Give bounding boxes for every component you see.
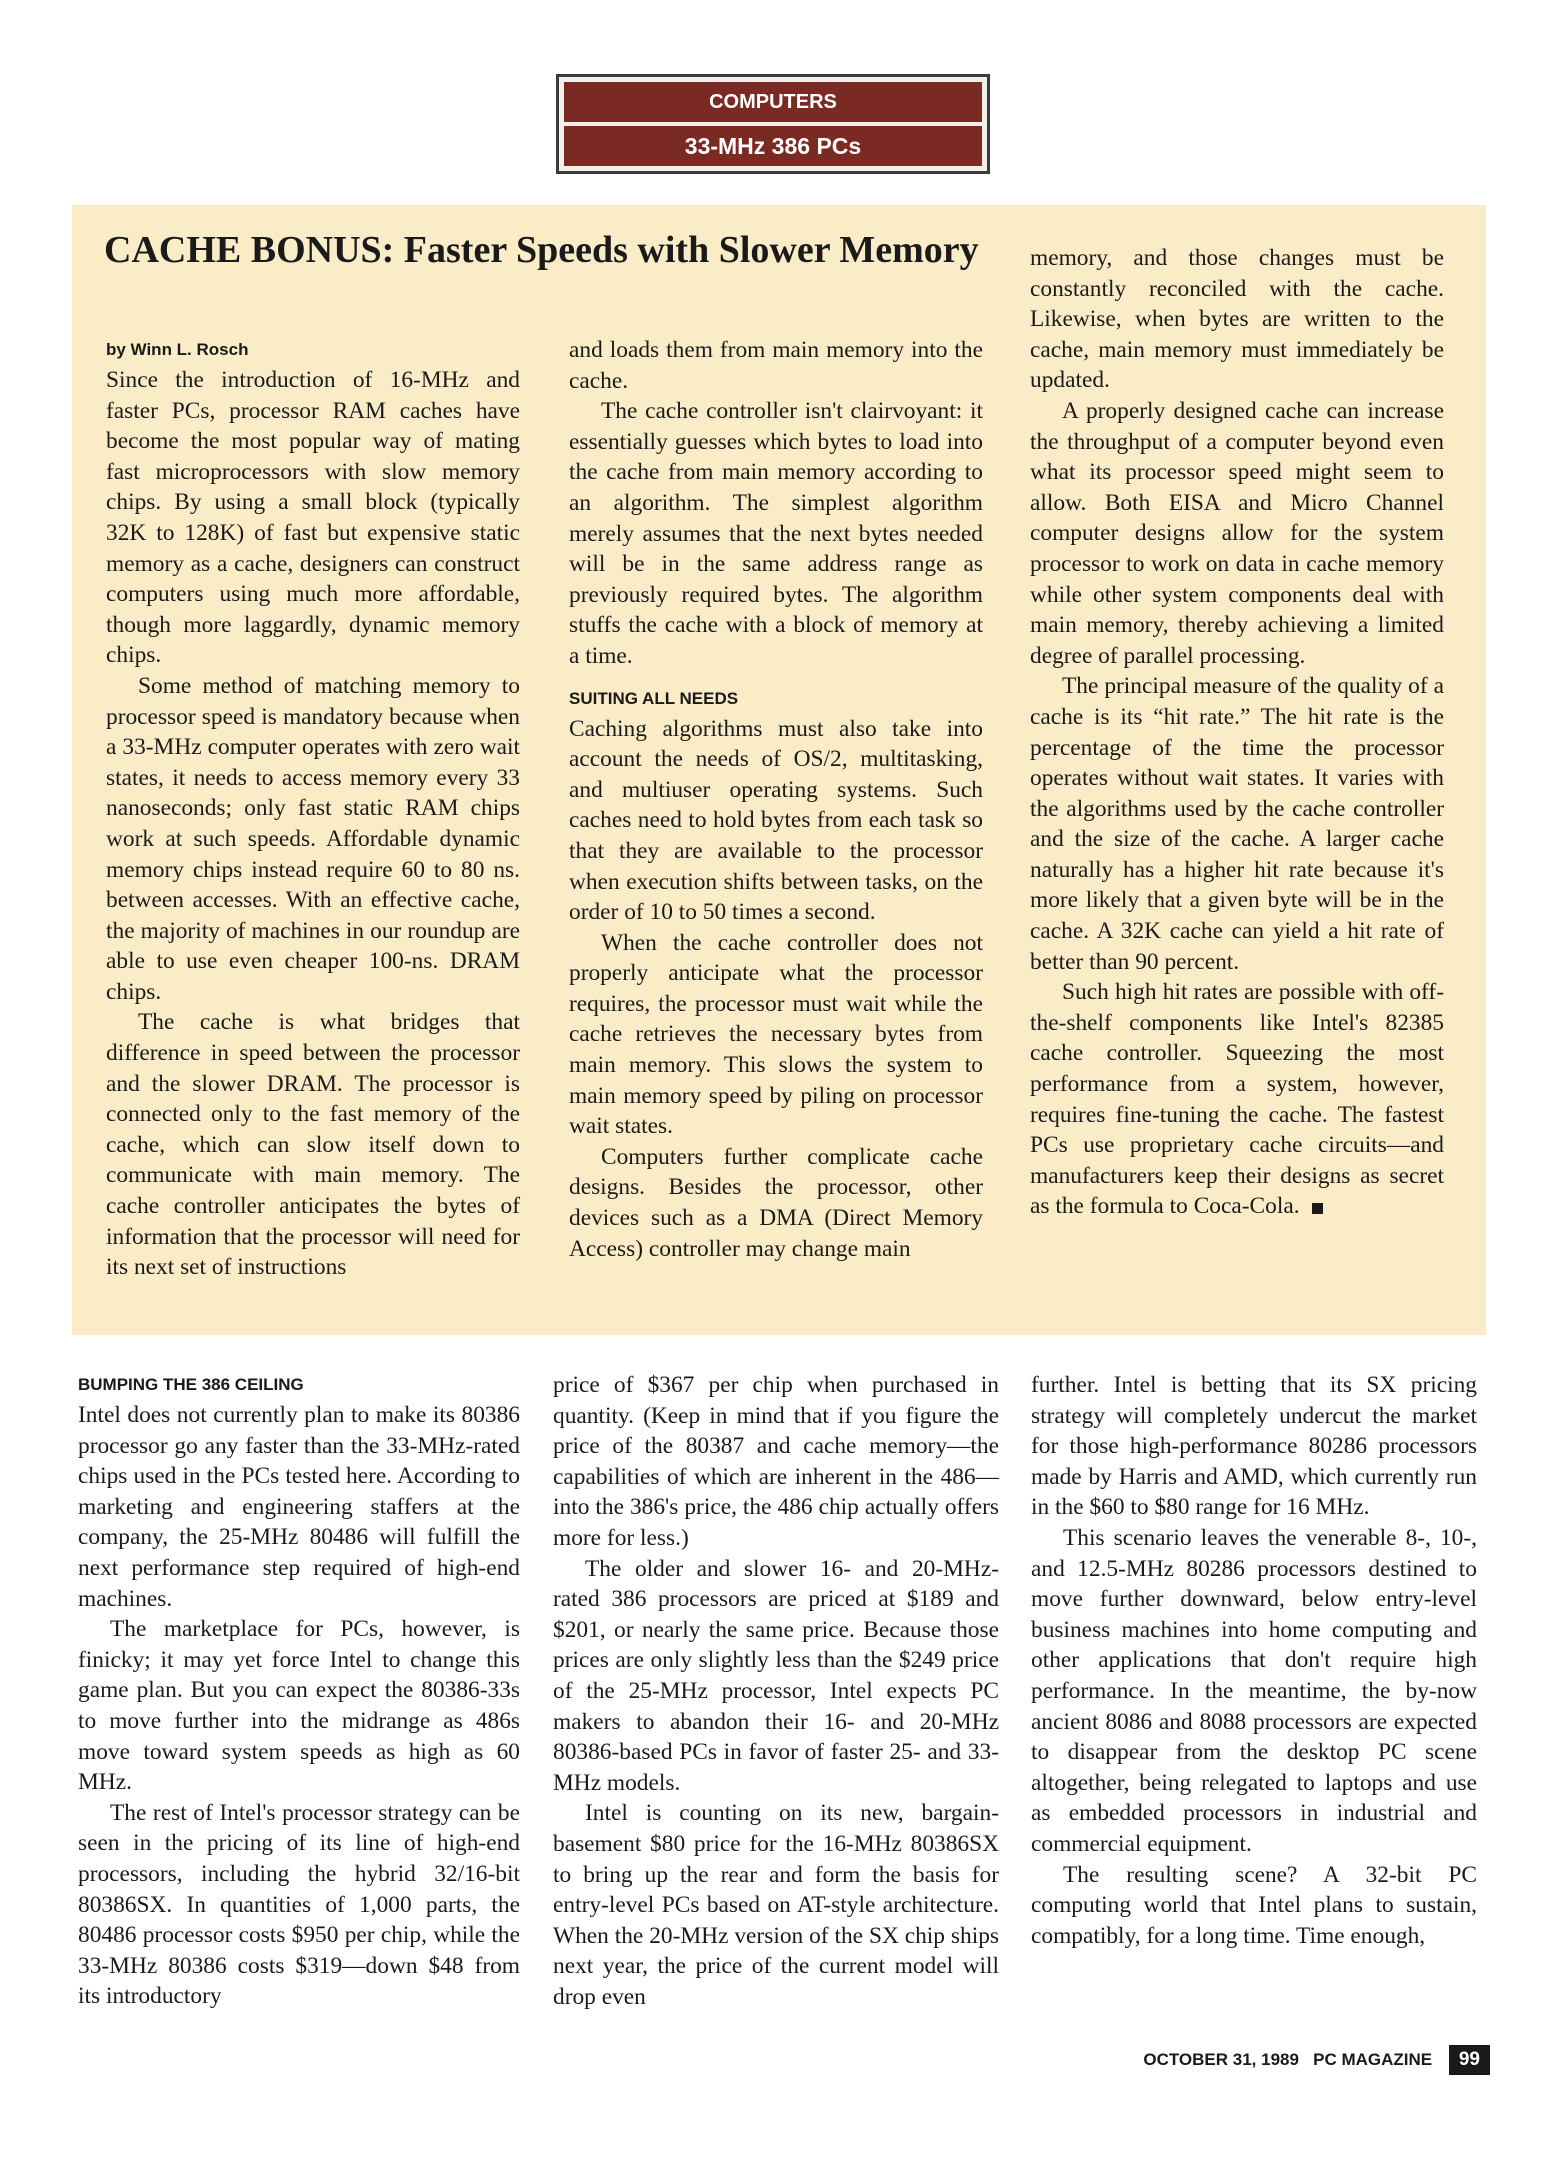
section-category: COMPUTERS (564, 82, 982, 122)
paragraph: The rest of Intel's processor strategy can be seen in the pricing of its line of high-end processors, including the hybrid 32/16-bit 80386SX. In quantities of 1,000 parts, the 80486 processor costs $950 per chip, while the 33-MHz 80386 costs $319—down $48 from its introductory (78, 1799, 520, 2010)
end-mark-icon (1312, 1203, 1323, 1214)
page-footer (1100, 2045, 1490, 2075)
sidebar-column-1 (106, 335, 520, 1283)
paragraph: and loads them from main memory into the cache. (569, 337, 983, 394)
paragraph: further. Intel is betting that its SX pricing strategy will completely undercut the market for those high-performance 80286 processors made by Harris and AMD, which currently run in the $60 to $80 range for 16 MHz. (1031, 1372, 1477, 1521)
paragraph-text: Such high hit rates are possible with off-the-shelf components like Intel's 82385 cache controller. Squeezing the most performance from a system, however, requires fine-tuning the cache. The fastest PCs use proprietary cache circuits—and manufacturers keep their designs as secret as the formula to Coca-Cola. (1030, 979, 1444, 1220)
footer-date: OCTOBER 31, 1989 (1143, 2050, 1299, 2069)
paragraph: This scenario leaves the venerable 8-, 10-, and 12.5-MHz 80286 processors destined to move further downward, below entry-level business machines into home computing and other applications that don't require high performance. In the meantime, the by-now ancient 8086 and 8088 processors are expected to disappear from the desktop PC scene altogether, being relegated to laptops and use as embedded processors in industrial and commercial equipment. (1031, 1524, 1477, 1857)
footer-magazine: PC MAGAZINE (1313, 2050, 1433, 2069)
paragraph: The resulting scene? A 32-bit PC computing world that Intel plans to sustain, compatibly, for a long time. Time enough, (1031, 1861, 1477, 1949)
paragraph: The principal measure of the quality of a cache is its “hit rate.” The hit rate is the percentage of the time the processor operates without wait states. It varies with the algorithms used by the cache controller and the size of the cache. A larger cache naturally has a higher hit rate because it's more likely that a given byte will be in the cache. A 32K cache can yield a hit rate of better than 90 percent. (1030, 673, 1444, 975)
paragraph: The cache is what bridges that difference in speed between the processor and the slower DRAM. The processor is connected only to the fast memory of the cache, which can slow itself down to communicate with main memory. The cache controller anticipates the bytes of information that the processor will need for its next set of instructions (106, 1009, 520, 1281)
section-label-box (556, 74, 990, 174)
paragraph: When the cache controller does not properly anticipate what the processor requires, the processor must wait while the cache retrieves the necessary bytes from main memory. This slows the system to main memory speed by piling on processor wait states. (569, 929, 983, 1140)
sidebar-column-2 (569, 335, 983, 1264)
paragraph: Since the introduction of 16-MHz and faster PCs, processor RAM caches have become the most popular way of mating fast microprocessors with slow memory chips. By using a small block (typically 32K to 128K) of fast but expensive static memory as a cache, designers can construct computers using much more affordable, though more laggardly, dynamic memory chips. (106, 367, 520, 669)
sidebar-column-3 (1030, 243, 1444, 1222)
section-topic: 33-MHz 386 PCs (564, 126, 982, 166)
paragraph: Caching algorithms must also take into account the needs of OS/2, multitasking, and multiuser operating systems. Such caches need to hold bytes from each task so that they are available to the processor when execution shifts between tasks, on the order of 10 to 50 times a second. (569, 715, 983, 926)
paragraph: Some method of matching memory to processor speed is mandatory because when a 33-MHz computer operates with zero wait states, it needs to access memory every 33 nanoseconds; only fast static RAM chips work at such speeds. Affordable dynamic memory chips instead require 60 to 80 ns. between accesses. With an effective cache, the majority of machines in our roundup are able to use even cheaper 100-ns. DRAM chips. (106, 672, 520, 1005)
byline: by Winn L. Rosch (106, 340, 249, 359)
paragraph: Intel does not currently plan to make its 80386 processor go any faster than the 33-MHz-rated chips used in the PCs tested here. According to marketing and engineering staffers at the company, the 25-MHz 80486 will fulfill the next performance step required of high-end machines. (78, 1402, 520, 1612)
subhead-suiting-all-needs: SUITING ALL NEEDS (569, 688, 739, 708)
sidebar-title: CACHE BONUS: Faster Speeds with Slower Memory (104, 229, 979, 271)
paragraph-final (1030, 977, 1444, 1222)
paragraph: The cache controller isn't clairvoyant: it essentially guesses which bytes to load into the cache from main memory according to an algorithm. The simplest algorithm merely assumes that the next bytes needed will be in the same address range as previously required bytes. The algorithm stuffs the cache with a block of memory at a time. (569, 398, 983, 669)
paragraph: memory, and those changes must be constantly reconciled with the cache. Likewise, when bytes are written to the cache, main memory must immediately be updated. (1030, 245, 1444, 394)
main-column-3 (1031, 1370, 1477, 1951)
subhead-bumping-the-386-ceiling: BUMPING THE 386 CEILING (78, 1375, 304, 1394)
paragraph: The marketplace for PCs, however, is finicky; it may yet force Intel to change this game plan. But you can expect the 80386-33s to move further into the midrange as 486s move toward system speeds as high as 60 MHz. (78, 1616, 520, 1796)
main-column-2 (553, 1370, 999, 2012)
paragraph: Intel is counting on its new, bargain-basement $80 price for the 16-MHz 80386SX to bring up the rear and form the basis for entry-level PCs based on AT-style architecture. When the 20-MHz version of the SX chip ships next year, the price of the current model will drop even (553, 1800, 999, 2010)
paragraph: Computers further complicate cache designs. Besides the processor, other devices such as a DMA (Direct Memory Access) controller may change main (569, 1143, 983, 1262)
main-column-1 (78, 1370, 520, 2012)
page-number: 99 (1449, 2045, 1490, 2075)
paragraph: A properly designed cache can increase the throughput of a computer beyond even what its processor speed might seem to allow. Both EISA and Micro Channel computer designs allow for the system processor to work on data in cache memory while other system components deal with main memory, thereby achieving a limited degree of parallel processing. (1030, 397, 1444, 669)
paragraph: The older and slower 16- and 20-MHz-rated 386 processors are priced at $189 and $201, or nearly the same price. Because those prices are only slightly less than the $249 price of the 25-MHz processor, Intel expects PC makers to abandon their 16- and 20-MHz 80386-based PCs in favor of faster 25- and 33-MHz models. (553, 1555, 999, 1796)
paragraph: price of $367 per chip when purchased in quantity. (Keep in mind that if you figure the price of the 80387 and cache memory—the capabilities of which are inherent in the 486—into the 386's price, the 486 chip actually offers more for less.) (553, 1372, 999, 1551)
